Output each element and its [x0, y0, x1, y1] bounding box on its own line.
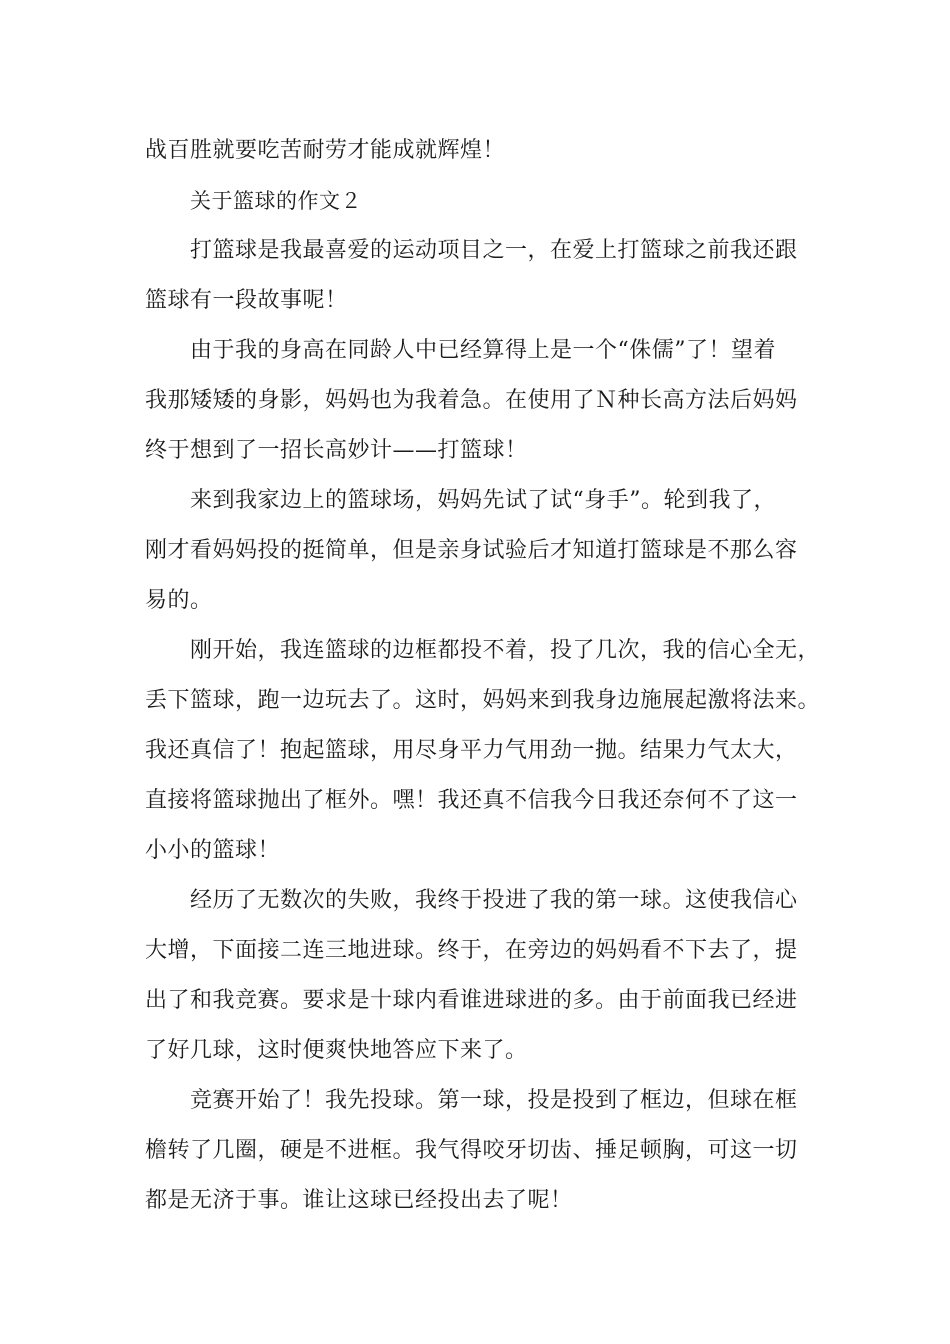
paragraph-continuation: 战百胜就要吃苦耐劳才能成就辉煌！ — [145, 138, 506, 163]
paragraph: 竞赛开始了！我先投球。第一球，投是投到了框边，但球在框 檐转了几圈，硬是不进框。我气得咬牙切齿、捶足顿胸，可这一切 都是无济于事。谁让这球已经投出去了呢！ — [145, 1088, 798, 1213]
paragraph: 打篮球是我最喜爱的运动项目之一，在爱上打篮球之前我还跟 篮球有一段故事呢！ — [145, 238, 798, 313]
paragraph: 由于我的身高在同龄人中已经算得上是一个“侏儒”了！望着 我那矮矮的身影，妈妈也为我着急。在使用了Ｎ种长高方法后妈妈 终于想到了一招长高妙计——打篮球！ — [145, 338, 798, 463]
document-body — [145, 126, 825, 1226]
essay-heading: 关于篮球的作文２ — [190, 189, 362, 213]
paragraph: 来到我家边上的篮球场，妈妈先试了试“身手”。轮到我了， 刚才看妈妈投的挺简单，但是亲身试验后才知道打篮球是不那么容 易的。 — [145, 488, 798, 613]
paragraph: 刚开始，我连篮球的边框都投不着，投了几次，我的信心全无， 丢下篮球，跑一边玩去了。这时，妈妈来到我身边施展起激将法来。 我还真信了！抱起篮球，用尽身平力气用劲一抛。结果力气太大， 直接将篮球抛出了框外。嘿！我还真不信我今日我还奈何不了这一 小小的篮球！ — [145, 638, 821, 863]
paragraph: 经历了无数次的失败，我终于投进了我的第一球。这使我信心 大增，下面接二连三地进球。终于，在旁边的妈妈看不下去了，提 出了和我竞赛。要求是十球内看谁进球进的多。由于前面我已经进 了好几球，这时便爽快地答应下来了。 — [145, 888, 798, 1063]
